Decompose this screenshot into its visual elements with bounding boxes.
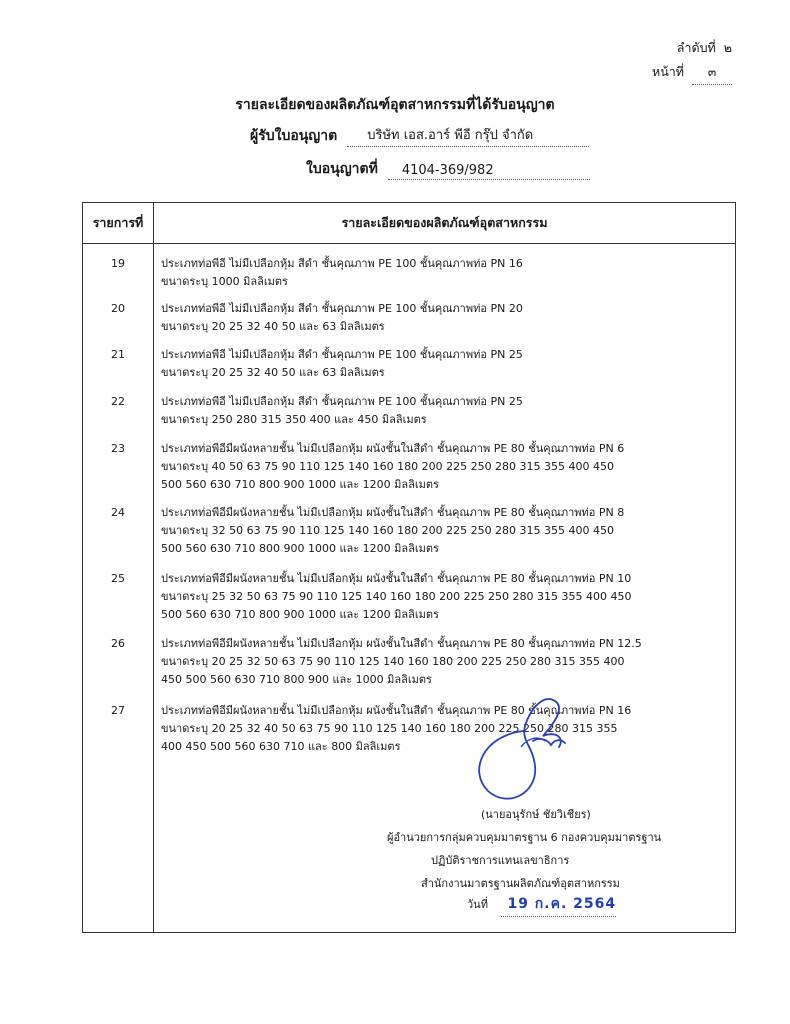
column-header-detail: รายละเอียดของผลิตภัณฑ์อุตสาหกรรม [341,215,548,230]
row-description [161,300,725,336]
description-line: ขนาดระบุ 20 25 32 40 50 และ 63 มิลลิเมตร [161,320,385,333]
description-line: 500 560 630 710 800 900 1000 และ 1200 มิลลิเมตร [161,608,439,621]
column-header-item: รายการที่ [92,215,144,230]
order-number [652,36,732,60]
row-number: 27 [111,704,125,717]
description-line: 450 500 560 630 710 800 900 และ 1000 มิลลิเมตร [161,673,432,686]
description-line: ขนาดระบุ 20 25 32 50 63 75 90 110 125 140 160 180 200 225 250 280 315 355 400 [161,655,625,668]
row-description [161,255,725,291]
row-description [161,346,725,382]
description-line: ประเภทท่อพีอีมีผนังหลายชั้น ไม่มีเปลือกหุ้ม ผนังชั้นในสีดำ ชั้นคุณภาพ PE 80 ชั้นคุณภาพท่อ PN 10 [161,572,632,585]
licensee-label: ผู้รับใบอนุญาต [250,128,338,144]
description-line: ขนาดระบุ 250 280 315 350 400 และ 450 มิลลิเมตร [161,413,427,426]
licensee-value: บริษัท เอส.อาร์ พีอี กรุ๊ป จำกัด [347,124,589,147]
page-label: หน้าที่ [651,64,685,79]
description-line: ประเภทท่อพีอี ไม่มีเปลือกหุ้ม สีดำ ชั้นคุณภาพ PE 100 ชั้นคุณภาพท่อ PN 16 [161,257,523,270]
description-line: ประเภทท่อพีอี ไม่มีเปลือกหุ้ม สีดำ ชั้นคุณภาพ PE 100 ชั้นคุณภาพท่อ PN 25 [161,395,523,408]
row-description [161,440,725,494]
description-line: ประเภทท่อพีอีมีผนังหลายชั้น ไม่มีเปลือกหุ้ม ผนังชั้นในสีดำ ชั้นคุณภาพ PE 80 ชั้นคุณภาพท่อ PN 8 [161,506,625,519]
row-number: 19 [111,257,125,270]
description-line: 500 560 630 710 800 900 1000 และ 1200 มิลลิเมตร [161,478,439,491]
description-line: ขนาดระบุ 1000 มิลลิเมตร [161,275,288,288]
license-value: 4104-369/982 [388,163,590,180]
row-description [161,635,725,689]
description-line: ประเภทท่อพีอีมีผนังหลายชั้น ไม่มีเปลือกหุ้ม ผนังชั้นในสีดำ ชั้นคุณภาพ PE 80 ชั้นคุณภาพท่อ PN 12.5 [161,637,642,650]
description-line: ขนาดระบุ 25 32 50 63 75 90 110 125 140 160 180 200 225 250 280 315 355 400 450 [161,590,632,603]
description-line: ประเภทท่อพีอีมีผนังหลายชั้น ไม่มีเปลือกหุ้ม ผนังชั้นในสีดำ ชั้นคุณภาพ PE 80 ชั้นคุณภาพท่อ PN 16 [161,704,632,717]
row-description [161,504,725,558]
description-line: 500 560 630 710 800 900 1000 และ 1200 มิลลิเมตร [161,542,439,555]
license-label: ใบอนุญาตที่ [306,161,378,177]
row-number: 23 [111,442,125,455]
date-stamp: 19 ก.ค. 2564 [501,893,616,917]
row-number: 25 [111,572,125,585]
description-line: ขนาดระบุ 40 50 63 75 90 110 125 140 160 180 200 225 250 280 315 355 400 450 [161,460,615,473]
signatory-name: (นายอนุรักษ์ ชัยวิเชียร) [481,808,591,821]
header-divider [83,243,735,244]
row-description [161,393,725,429]
page-number [652,60,732,85]
description-line: ขนาดระบุ 20 25 32 40 50 และ 63 มิลลิเมตร [161,366,385,379]
signature-date [467,893,616,917]
order-value: ๒ [723,40,732,55]
description-line: 400 450 500 560 630 710 และ 800 มิลลิเมตร [161,740,401,753]
license-row [306,158,590,180]
document-meta [652,36,732,85]
column-divider [153,203,154,932]
signature-mark [463,681,593,811]
row-number: 20 [111,302,125,315]
row-number: 24 [111,506,125,519]
row-description [161,570,725,624]
signatory-position: ผู้อำนวยการกลุ่มควบคุมมาตรฐาน 6 กองควบคุมมาตรฐาน [387,831,662,844]
product-table [82,202,736,933]
row-number: 22 [111,395,125,408]
description-line: ขนาดระบุ 20 25 32 40 50 63 75 90 110 125 140 160 180 200 225 250 280 315 355 [161,722,618,735]
order-label: ลำดับที่ [676,40,716,55]
description-line: ประเภทท่อพีอีมีผนังหลายชั้น ไม่มีเปลือกหุ้ม ผนังชั้นในสีดำ ชั้นคุณภาพ PE 80 ชั้นคุณภาพท่อ PN 6 [161,442,625,455]
row-description [161,702,725,756]
document-title: รายละเอียดของผลิตภัณฑ์อุตสาหกรรมที่ได้รับอนุญาต [235,97,555,113]
description-line: ขนาดระบุ 32 50 63 75 90 110 125 140 160 180 200 225 250 280 315 355 400 450 [161,524,615,537]
page-value: ๓ [692,60,732,85]
signatory-office: สำนักงานมาตรฐานผลิตภัณฑ์อุตสาหกรรม [421,877,620,890]
date-label: วันที่ [467,898,488,911]
description-line: ประเภทท่อพีอี ไม่มีเปลือกหุ้ม สีดำ ชั้นคุณภาพ PE 100 ชั้นคุณภาพท่อ PN 25 [161,348,523,361]
description-line: ประเภทท่อพีอี ไม่มีเปลือกหุ้ม สีดำ ชั้นคุณภาพ PE 100 ชั้นคุณภาพท่อ PN 20 [161,302,523,315]
signatory-acting: ปฏิบัติราชการแทนเลขาธิการ [431,854,570,867]
row-number: 26 [111,637,125,650]
row-number: 21 [111,348,125,361]
licensee-row [250,124,589,147]
